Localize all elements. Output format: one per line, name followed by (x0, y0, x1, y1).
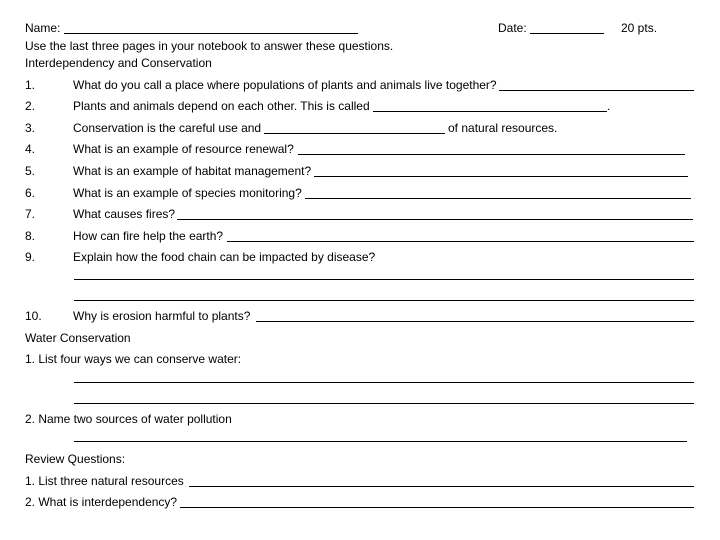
water-section-title: Water Conservation (25, 331, 131, 345)
date-blank[interactable] (530, 33, 604, 34)
instructions: Use the last three pages in your notebook to answer these questions. (25, 39, 394, 53)
date-label: Date: (498, 21, 527, 35)
water-question-2: 2. Name two sources of water pollution (25, 412, 232, 426)
answer-blank[interactable] (305, 198, 691, 199)
name-blank[interactable] (64, 33, 358, 34)
question-number: 3. (25, 121, 36, 135)
answer-blank[interactable] (227, 241, 694, 242)
question-text: Plants and animals depend on each other. This is called (73, 99, 370, 113)
review-question-1: 1. List three natural resources (25, 474, 184, 488)
answer-blank[interactable] (189, 486, 694, 487)
question-number: 10. (25, 309, 42, 323)
question-number: 6. (25, 186, 36, 200)
question-suffix: of natural resources. (448, 121, 558, 135)
question-number: 8. (25, 229, 36, 243)
question-text: Why is erosion harmful to plants? (73, 309, 251, 323)
answer-blank[interactable] (180, 507, 694, 508)
answer-blank[interactable] (499, 90, 694, 91)
section-title: Interdependency and Conservation (25, 56, 212, 70)
question-text: What do you call a place where populations of plants and animals live together? (73, 78, 497, 92)
answer-blank[interactable] (256, 321, 694, 322)
answer-blank[interactable] (298, 154, 685, 155)
name-label: Name: (25, 21, 61, 35)
answer-blank[interactable] (314, 176, 688, 177)
answer-line[interactable] (74, 441, 687, 442)
question-number: 1. (25, 78, 36, 92)
question-number: 2. (25, 99, 36, 113)
points-label: 20 pts. (621, 21, 658, 35)
question-number: 5. (25, 164, 36, 178)
question-text: What is an example of habitat management? (73, 164, 312, 178)
question-text: What is an example of resource renewal? (73, 142, 294, 156)
question-text: What is an example of species monitoring? (73, 186, 302, 200)
review-section-title: Review Questions: (25, 452, 126, 466)
question-text: How can fire help the earth? (73, 229, 224, 243)
review-question-2: 2. What is interdependency? (25, 495, 178, 509)
question-text: Explain how the food chain can be impacted by disease? (73, 250, 376, 264)
water-question-1: 1. List four ways we can conserve water: (25, 352, 242, 366)
answer-blank[interactable] (177, 219, 693, 220)
answer-line[interactable] (74, 300, 694, 301)
question-text: Conservation is the careful use and (73, 121, 262, 135)
answer-blank[interactable] (373, 111, 607, 112)
answer-line[interactable] (74, 279, 694, 280)
question-number: 4. (25, 142, 36, 156)
question-suffix: . (607, 99, 611, 113)
answer-line[interactable] (74, 382, 694, 383)
question-number: 7. (25, 207, 36, 221)
question-number: 9. (25, 250, 36, 264)
answer-line[interactable] (74, 403, 694, 404)
question-text: What causes fires? (73, 207, 176, 221)
answer-blank[interactable] (264, 133, 445, 134)
